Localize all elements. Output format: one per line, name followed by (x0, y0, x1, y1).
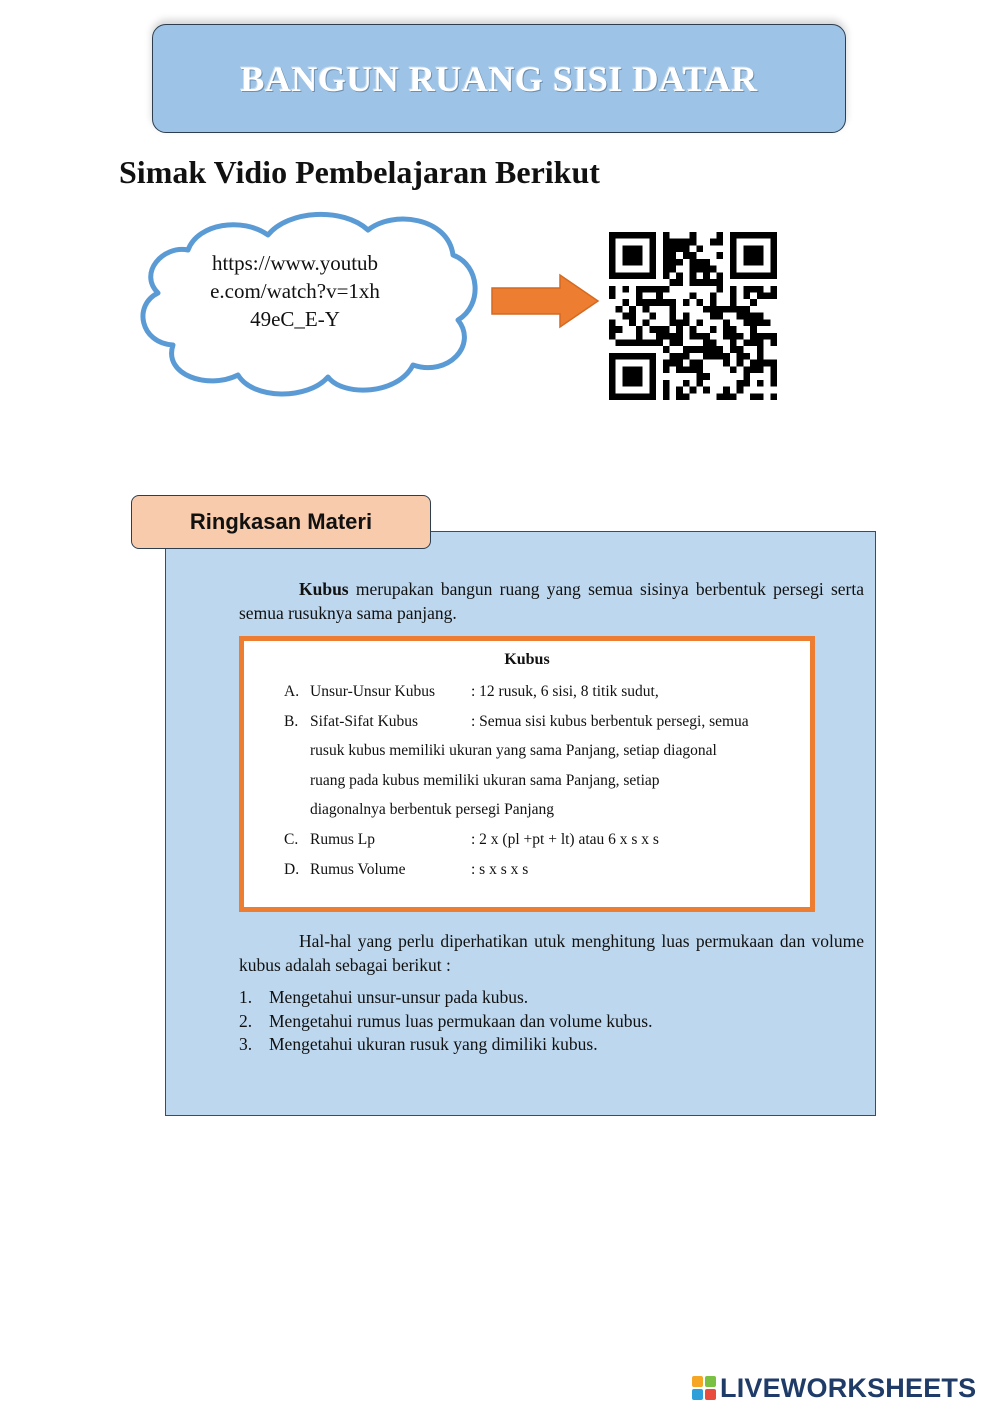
list-item (239, 986, 652, 1010)
section-heading: Simak Vidio Pembelajaran Berikut (119, 154, 600, 190)
list-number: 3. (239, 1034, 253, 1054)
item-letter: D. (284, 861, 300, 878)
item-label: Rumus Volume (310, 861, 406, 878)
item-continuation: diagonalnya berbentuk persegi Panjang (310, 801, 555, 818)
item-value: : 2 x (pl +pt + lt) atau 6 x s x s (471, 831, 659, 848)
notes-paragraph (239, 929, 864, 977)
list-number: 1. (239, 987, 253, 1007)
summary-tab-label: Ringkasan Materi (189, 509, 373, 534)
notes-text: Hal-hal yang perlu diperhatikan utuk menghitung luas permukaan dan volume kubus adalah sebagai berikut : (239, 931, 864, 975)
video-url[interactable] (190, 249, 400, 333)
qr-code[interactable] (609, 232, 777, 400)
liveworksheets-logo-icon (692, 1376, 716, 1400)
item-value: : s x s x s (471, 861, 529, 878)
summary-tab (131, 495, 431, 549)
list-number: 2. (239, 1010, 253, 1031)
list-item (239, 1010, 652, 1034)
item-continuation: rusuk kubus memiliki ukuran yang sama Panjang, setiap diagonal (310, 742, 717, 759)
item-label: Rumus Lp (310, 831, 376, 848)
item-continuation: ruang pada kubus memiliki ukuran sama Panjang, setiap (310, 772, 660, 789)
item-value: : Semua sisi kubus berbentuk persegi, semua (471, 713, 749, 730)
video-url-line: 49eC_E-Y (250, 307, 340, 331)
list-text: Mengetahui unsur-unsur pada kubus. (269, 987, 529, 1007)
item-letter: C. (284, 831, 299, 848)
item-value: : 12 rusuk, 6 sisi, 8 titik sudut, (471, 683, 659, 700)
item-letter: A. (284, 683, 300, 700)
banner-title: BANGUN RUANG SISI DATAR (240, 58, 758, 99)
intro-paragraph (239, 577, 864, 625)
list-item (239, 1033, 652, 1057)
item-label: Sifat-Sifat Kubus (310, 713, 419, 730)
video-url-line: https://www.youtub (211, 251, 379, 275)
right-arrow-icon (490, 272, 600, 330)
item-letter: B. (284, 713, 299, 730)
title-banner (152, 24, 846, 133)
kubus-box-title: Kubus (504, 651, 550, 668)
steps-list (239, 986, 652, 1057)
kubus-info-box (239, 636, 815, 912)
intro-text: merupakan bangun ruang yang semua sisinya berbentuk persegi serta semua rusuknya sama panjang. (239, 579, 864, 623)
list-text: Mengetahui ukuran rusuk yang dimiliki kubus. (269, 1034, 598, 1054)
video-link-cloud (128, 205, 488, 400)
liveworksheets-watermark (692, 1371, 976, 1405)
item-label: Unsur-Unsur Kubus (310, 683, 435, 700)
intro-bold-term: Kubus (299, 579, 349, 599)
video-url-line: e.com/watch?v=1xh (210, 279, 380, 303)
watermark-brand: LIVEWORKSHEETS (720, 1372, 977, 1403)
list-text: Mengetahui rumus luas permukaan dan volume kubus. (269, 1010, 653, 1031)
